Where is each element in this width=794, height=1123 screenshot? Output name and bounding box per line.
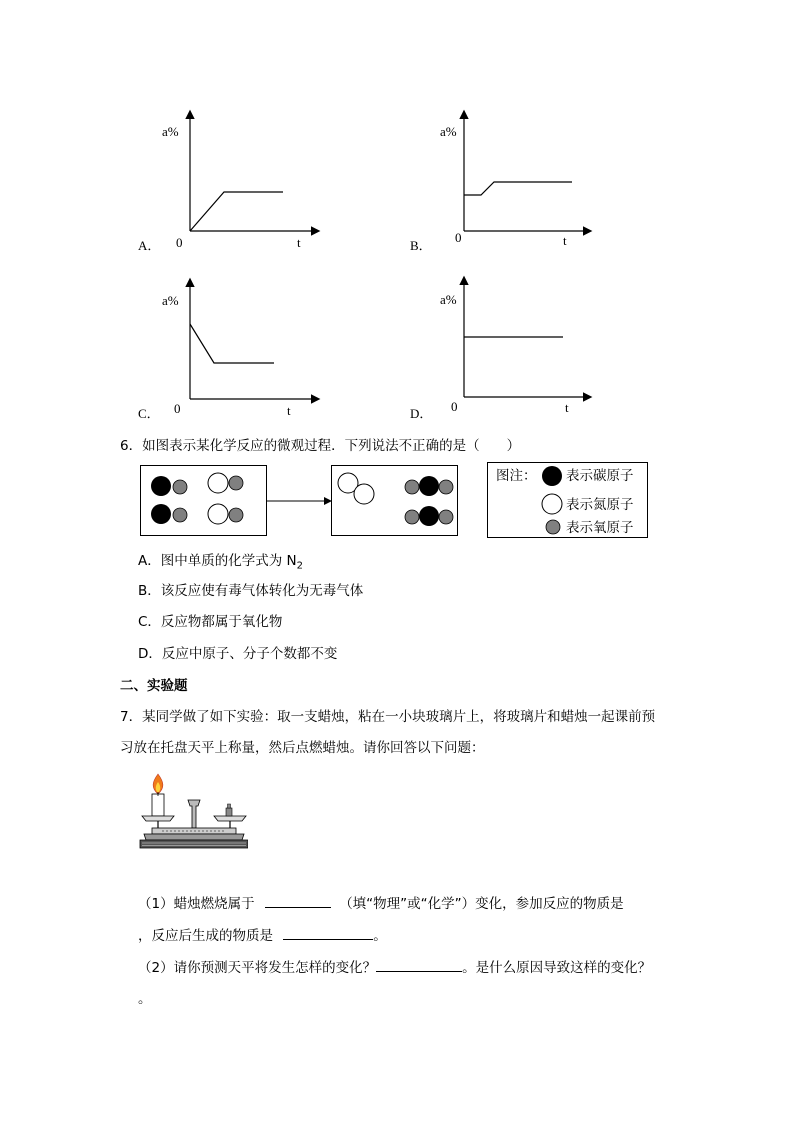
graph-c bbox=[190, 280, 318, 399]
q7-part1-end: 。 bbox=[373, 928, 387, 944]
q6-option-a bbox=[138, 551, 303, 577]
balance-base bbox=[144, 834, 244, 840]
nitrogen-atom bbox=[208, 504, 228, 524]
q6-option-c: C．反应物都属于氧化物 bbox=[138, 614, 283, 630]
q7-part1-prompt: （1）蜡烛燃烧属于 bbox=[138, 896, 255, 912]
carbon-atom bbox=[419, 476, 439, 496]
q7-part1-line1 bbox=[138, 893, 624, 914]
legend-carbon-label: 表示碳原子 bbox=[566, 468, 634, 484]
oxygen-atom bbox=[405, 510, 419, 524]
q6-option-a-text: A．图中单质的化学式为 N bbox=[138, 553, 297, 569]
answer-blank-prediction[interactable] bbox=[376, 957, 462, 972]
graph-a-curve bbox=[190, 192, 283, 231]
graph-b-xlabel: t bbox=[563, 233, 567, 248]
answer-blank-products[interactable] bbox=[283, 925, 373, 940]
legend-nitrogen-label: 表示氮原子 bbox=[566, 497, 634, 513]
graph-d bbox=[464, 278, 590, 397]
q6-option-b: B．该反应使有毒气体转化为无毒气体 bbox=[138, 583, 364, 599]
nitrogen-atom bbox=[208, 473, 228, 493]
q6-stem: 6．如图表示某化学反应的微观过程．下列说法不正确的是（ ） bbox=[120, 438, 521, 454]
legend-title: 图注： bbox=[496, 468, 537, 484]
legend-nitrogen-swatch bbox=[542, 494, 562, 514]
graphs-figure bbox=[0, 0, 794, 430]
q7-part1-line2 bbox=[138, 925, 387, 946]
graph-c-xlabel: t bbox=[287, 403, 291, 418]
q7-part1-hint: （填“物理”或“化学”）变化，参加反应的物质是 bbox=[339, 896, 624, 912]
reactant-no-1 bbox=[208, 473, 243, 493]
graph-c-ylabel: a% bbox=[162, 293, 179, 308]
nitrogen-atom bbox=[354, 484, 374, 504]
section-heading: 二、实验题 bbox=[120, 678, 188, 694]
reactant-box bbox=[141, 466, 267, 536]
graph-a-origin: 0 bbox=[176, 235, 183, 250]
q7-line2: 习放在托盘天平上称量，然后点燃蜡烛。请你回答以下问题： bbox=[120, 740, 485, 756]
oxygen-atom bbox=[229, 476, 243, 490]
oxygen-atom bbox=[439, 480, 453, 494]
q7-part2-line1 bbox=[138, 957, 651, 978]
oxygen-atom bbox=[405, 480, 419, 494]
graph-d-letter: D． bbox=[410, 406, 433, 421]
graph-d-ylabel: a% bbox=[440, 292, 457, 307]
oxygen-atom bbox=[173, 480, 187, 494]
q7-line1: 7．某同学做了如下实验：取一支蜡烛，粘在一小块玻璃片上，将玻璃片和蜡烛一起课前预 bbox=[120, 709, 656, 725]
graph-d-origin: 0 bbox=[451, 399, 458, 414]
graph-b-curve bbox=[464, 182, 572, 195]
left-pan bbox=[142, 816, 174, 821]
carbon-atom bbox=[151, 476, 171, 496]
q7-part2-prompt: （2）请你预测天平将发生怎样的变化？ bbox=[138, 960, 377, 976]
graph-b-origin: 0 bbox=[455, 230, 462, 245]
graph-b bbox=[464, 112, 590, 231]
oxygen-atom bbox=[173, 508, 187, 522]
candle-icon bbox=[152, 794, 164, 816]
q7-part2-end: 。 bbox=[138, 991, 152, 1007]
legend-oxygen-label: 表示氧原子 bbox=[566, 520, 634, 536]
graph-a bbox=[190, 112, 318, 231]
q6-option-a-subscript: 2 bbox=[296, 560, 303, 572]
q6-option-d: D．反应中原子、分子个数都不变 bbox=[138, 646, 338, 662]
legend-carbon-swatch bbox=[542, 466, 562, 486]
graph-b-letter: B． bbox=[410, 238, 432, 253]
legend-oxygen-swatch bbox=[546, 520, 560, 534]
graph-d-xlabel: t bbox=[565, 400, 569, 415]
graph-c-letter: C． bbox=[138, 406, 160, 421]
balance-illustration bbox=[138, 770, 248, 852]
balance-pointer bbox=[188, 800, 200, 828]
right-pan bbox=[214, 816, 246, 821]
graph-b-ylabel: a% bbox=[440, 124, 457, 139]
carbon-atom bbox=[419, 506, 439, 526]
weight-icon bbox=[226, 808, 232, 816]
oxygen-atom bbox=[229, 508, 243, 522]
graph-c-curve bbox=[190, 324, 274, 363]
graph-c-origin: 0 bbox=[174, 401, 181, 416]
reaction-arrowhead bbox=[324, 497, 332, 505]
q7-part2-reason-prompt: 。是什么原因导致这样的变化？ bbox=[462, 960, 652, 976]
graph-a-ylabel: a% bbox=[162, 124, 179, 139]
carbon-atom bbox=[151, 504, 171, 524]
oxygen-atom bbox=[439, 510, 453, 524]
graph-a-xlabel: t bbox=[297, 235, 301, 250]
answer-blank-change-type[interactable] bbox=[265, 893, 331, 908]
q7-part1-product-prompt: ，反应后生成的物质是 bbox=[138, 928, 273, 944]
graph-a-letter: A． bbox=[138, 238, 161, 253]
